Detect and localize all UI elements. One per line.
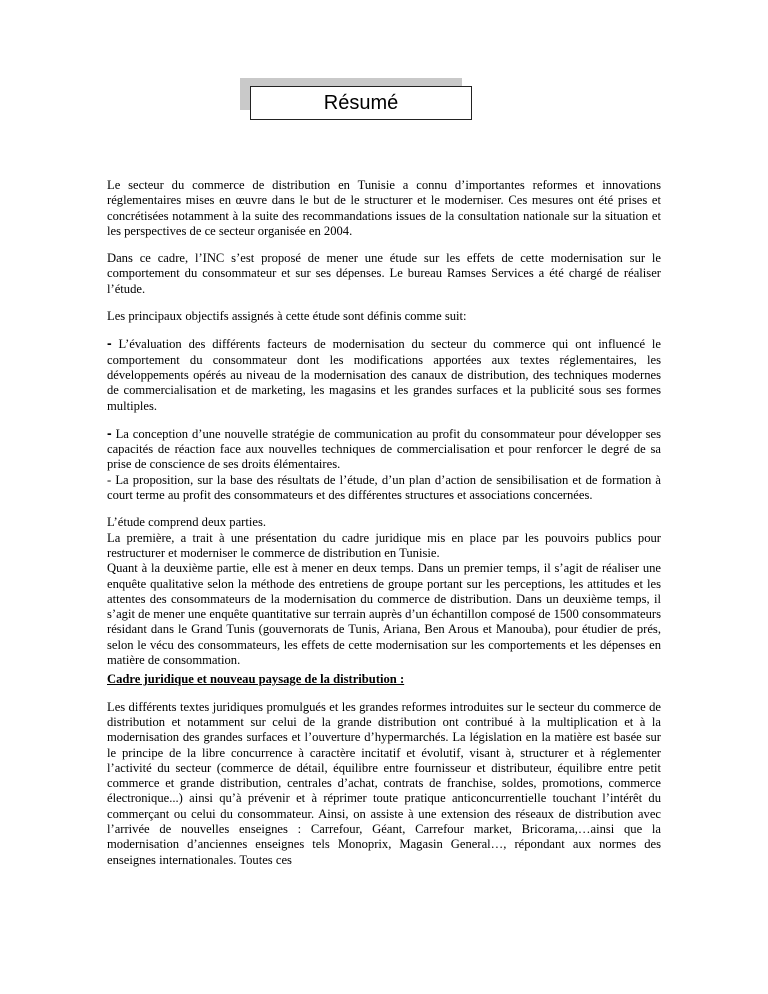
objectives-intro: Les principaux objectifs assignés à cette étude sont définis comme suit: [107, 309, 467, 324]
list-dash: - [107, 335, 112, 352]
objective-item-3: - La proposition, sur la base des résultats de l’étude, d’un plan d’action de sensibilisation et de formation à court terme au profit des consommateurs et des différentes structures et associations concernées. [107, 472, 661, 503]
study-parts-paragraph: L’étude comprend deux parties. La première, a trait à une présentation du cadre juridique mis en place par les pouvoirs publics pour restructurer et moderniser le commerce de distribution en Tunisie. Quant à la deuxième partie, elle est à mener en deux temps. Dans un premier temps, il s’agit de réaliser une enquête qualitative selon la méthode des entretiens de groupe portant sur les perceptions, les attitudes et les attentes des consommateurs de la modernisation du commerce de distribution. Dans un deuxième temps, il s’agit de mener une enquête quantitative sur terrain auprès d’un échantillon composé de 1500 consommateurs résidant dans le Grand Tunis (gouvernorats de Tunis, Ariana, Ben Arous et Manouba), pour étudier de prés, selon le vécu des consommateurs, les effets de cette modernisation sur les comportements et les dépenses en matière de consommation. [107, 515, 661, 668]
section-paragraph: Les différents textes juridiques promulgués et les grandes reformes introduites sur le secteur du commerce de distribution et notamment sur celui de la grande distribution ont contribué à la multiplication et à la modernisation des grandes surfaces et l’ouverture d’hypermarchés. La législation en la matière est basée sur le principe de la libre concurrence à caractère incitatif et évolutif, visant à, structurer et à réglementer l’activité du secteur (commerce de détail, équilibre entre fournisseur et distributeur, équilibre entre petit commerce et grande distribution, centrales d’achat, contrats de franchise, soldes, promotions, commerce électronique...) ainsi qu’à prévenir et à réprimer toute pratique anticoncurrentielle touchant l’intérêt du commerçant ou celui du consommateur. Ainsi, on assiste à une extension des réseaux de distribution avec l’arrivée de nouvelles enseignes : Carrefour, Géant, Carrefour market, Bricorama,…ainsi que la modernisation d’anciennes enseignes tels Monoprix, Magasin General…, répondant aux normes des enseignes internationales. Toutes ces [107, 699, 661, 867]
objective-text-1: L’évaluation des différents facteurs de modernisation du secteur du commerce qui ont influencé le comportement du consommateur dont les modifications apportées aux textes réglementaires, les développements opérés au niveau de la modernisation des canaux de distribution, des techniques modernes de commercialisation et de marketing, les magasins et les grandes surfaces et la publicité sous ses formes multiples. [107, 337, 661, 413]
objective-item-1 [107, 336, 661, 413]
intro-paragraph-2: Dans ce cadre, l’INC s’est proposé de mener une étude sur les effets de cette modernisation sur le comportement du consommateur et sur ses dépenses. Le bureau Ramses Services a été chargé de réaliser l’étude. [107, 251, 661, 296]
intro-paragraph-1: Le secteur du commerce de distribution en Tunisie a connu d’importantes reformes et innovations réglementaires mises en œuvre dans le but de le structurer et le moderniser. Ces mesures ont été prises et concrétisées notamment à la suite des recommandations issues de la consultation nationale sur la situation et les perspectives de ce secteur organisée en 2004. [107, 178, 661, 238]
objective-text-2: La conception d’une nouvelle stratégie de communication au profit du consommateur pour développer ses capacités de réaction face aux nouvelles techniques de commercialisation et pour renforcer le degré de sa prise de conscience de ses droits élémentaires. [107, 426, 661, 472]
page-title: Résumé [250, 86, 472, 120]
objective-item-2 [107, 426, 661, 473]
title-frame [240, 78, 476, 123]
document-body [107, 178, 661, 880]
list-dash: - [107, 424, 112, 441]
section-heading: Cadre juridique et nouveau paysage de la distribution : [107, 672, 405, 687]
